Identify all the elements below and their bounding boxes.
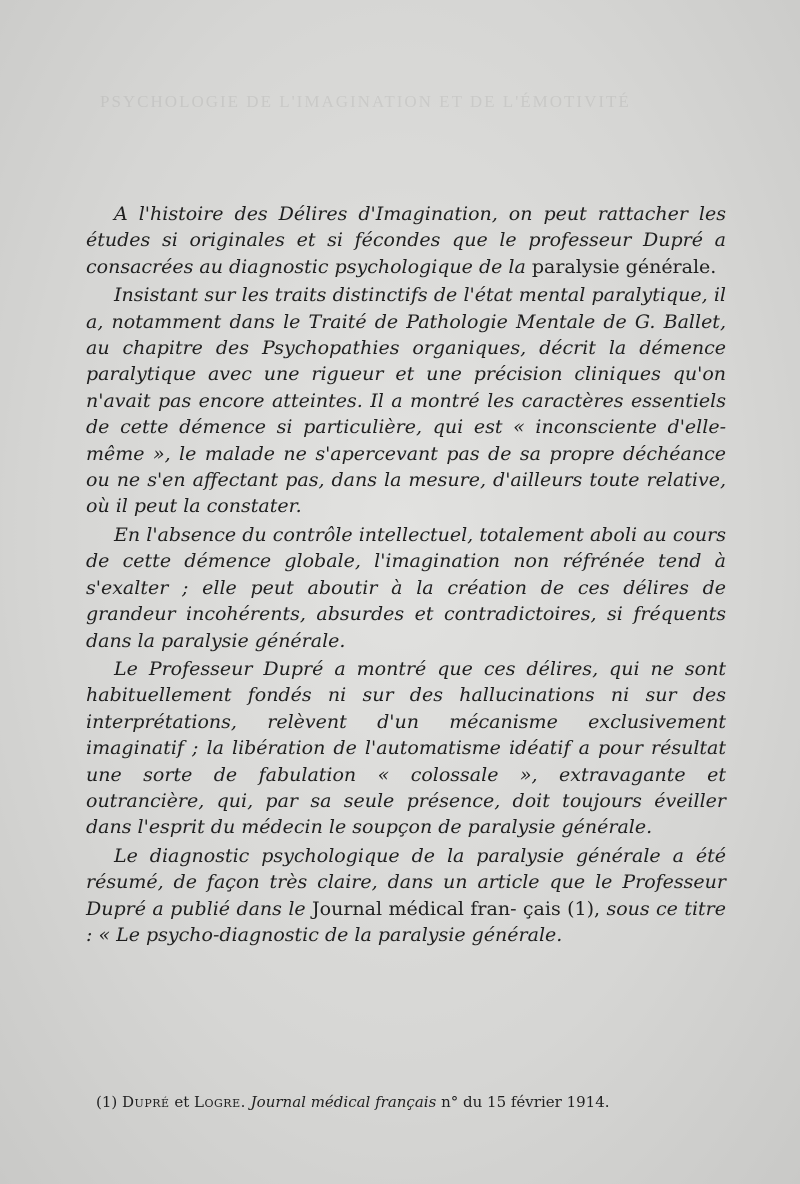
footnote-journal: Journal médical français <box>250 1093 437 1111</box>
footnote-conjunction: et <box>174 1093 190 1111</box>
paragraph: A l'histoire des Délires d'Imagination, on peut rattacher les études si originales et si fécondes que le professeur Dupré a consacrées au diagnostic psychologique de la paralysie générale. <box>86 203 726 278</box>
paragraph: En l'absence du contrôle intellectuel, totalement aboli au cours de cette démence globale, l'imagination non réfrénée tend à s'exalter ; elle peut aboutir à la création de ces délires de grandeur incohérents, absurdes et contradictoires, si fréquents dans la paralysie générale. <box>86 523 726 652</box>
body-text <box>86 201 726 948</box>
footnote-date: n° du 15 février 1914. <box>441 1093 610 1111</box>
paragraph: Le diagnostic psychologique de la paralysie générale a été résumé, de façon très claire, dans un article que le Professeur Dupré a publié dans le Journal médical fran- çais (1), sous ce titre : « Le psycho-diagnostic de la paralysie générale. <box>86 844 726 946</box>
paragraph: Le Professeur Dupré a montré que ces délires, qui ne sont habituellement fondés ni sur des hallucinations ni sur des interprétations, relèvent d'un mécanisme exclusivement imaginatif ; la libération de l'automatisme idéatif a pour résultat une sorte de fabulation « colossale », extravagante et outrancière, qui, par sa seule présence, doit toujours éveiller dans l'esprit du médecin le soupçon de paralysie générale. <box>86 657 726 839</box>
footnote-mark: (1) <box>96 1093 118 1111</box>
footnote <box>96 1092 716 1112</box>
footnote-author: Logre. <box>194 1093 246 1111</box>
show-through-header: PSYCHOLOGIE DE L'IMAGINATION ET DE L'ÉMOTIVITÉ <box>100 92 631 111</box>
footnote-author: Dupré <box>122 1093 170 1111</box>
paragraph: Insistant sur les traits distinctifs de l'état mental paralytique, il a, notamment dans le Traité de Pathologie Mentale de G. Ballet, au chapitre des Psychopathies organiques, décrit la démence paralytique avec une rigueur et une précision cliniques qu'on n'avait pas encore atteintes. Il a montré les caractères essentiels de cette démence si particulière, qui est « inconsciente d'elle-même », le malade ne s'apercevant pas de sa propre déchéance ou ne s'en affectant pas, dans la mesure, d'ailleurs toute relative, où il peut la constater. <box>86 284 726 518</box>
